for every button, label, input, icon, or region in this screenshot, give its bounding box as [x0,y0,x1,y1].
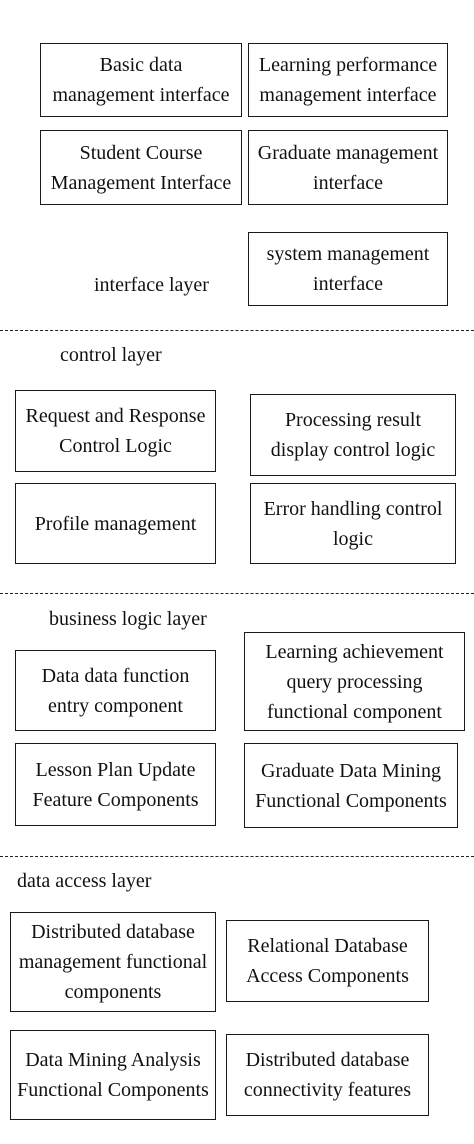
graduate-management-interface-box [248,130,448,205]
learning-achievement-query-component-box [244,632,465,731]
distributed-database-management-components-box [10,912,216,1012]
box-text: Basic data management interface [52,54,230,106]
box-text: Learning performance management interface [258,54,438,106]
box-text: Learning achievement query processing functional component [265,640,444,723]
box-text: Lesson Plan Update Feature Components [32,758,199,811]
student-course-management-interface-box [40,130,242,205]
data-access-layer-label: data access layer [17,870,152,892]
interface-layer-label: interface layer [94,274,209,296]
box-text: Distributed database management functional components [18,921,208,1003]
box-text: Graduate management interface [257,141,439,194]
basic-data-management-interface-box [40,43,242,117]
request-response-control-logic-box [15,390,216,472]
box-text: Distributed database connectivity features [243,1049,412,1101]
distributed-database-connectivity-box [226,1034,429,1116]
learning-performance-management-interface-box [248,43,448,117]
box-text: Profile management [34,512,197,535]
profile-management-box [15,483,216,564]
graduate-data-mining-components-box [244,743,458,828]
box-text: Data data function entry component [41,664,190,717]
box-text: Error handling control logic [263,497,443,550]
box-text: Request and Response Control Logic [25,405,206,457]
box-text: Data Mining Analysis Functional Components [17,1049,209,1101]
business-logic-layer-label: business logic layer [49,608,207,630]
layer-divider [0,856,474,857]
box-text: Relational Database Access Components [246,935,409,987]
box-text: Processing result display control logic [270,409,436,461]
data-function-entry-component-box [15,650,216,731]
data-mining-analysis-components-box [10,1030,216,1120]
processing-result-display-control-logic-box [250,394,456,476]
error-handling-control-logic-box [250,483,456,564]
lesson-plan-update-components-box [15,743,216,826]
layer-divider [0,330,474,331]
layer-divider [0,593,474,594]
box-text: Graduate Data Mining Functional Components [255,759,447,812]
box-text: system management interface [266,243,430,295]
box-text: Student Course Management Interface [50,141,232,194]
system-management-interface-box [248,232,448,306]
relational-database-access-components-box [226,920,429,1002]
control-layer-label: control layer [60,344,162,366]
